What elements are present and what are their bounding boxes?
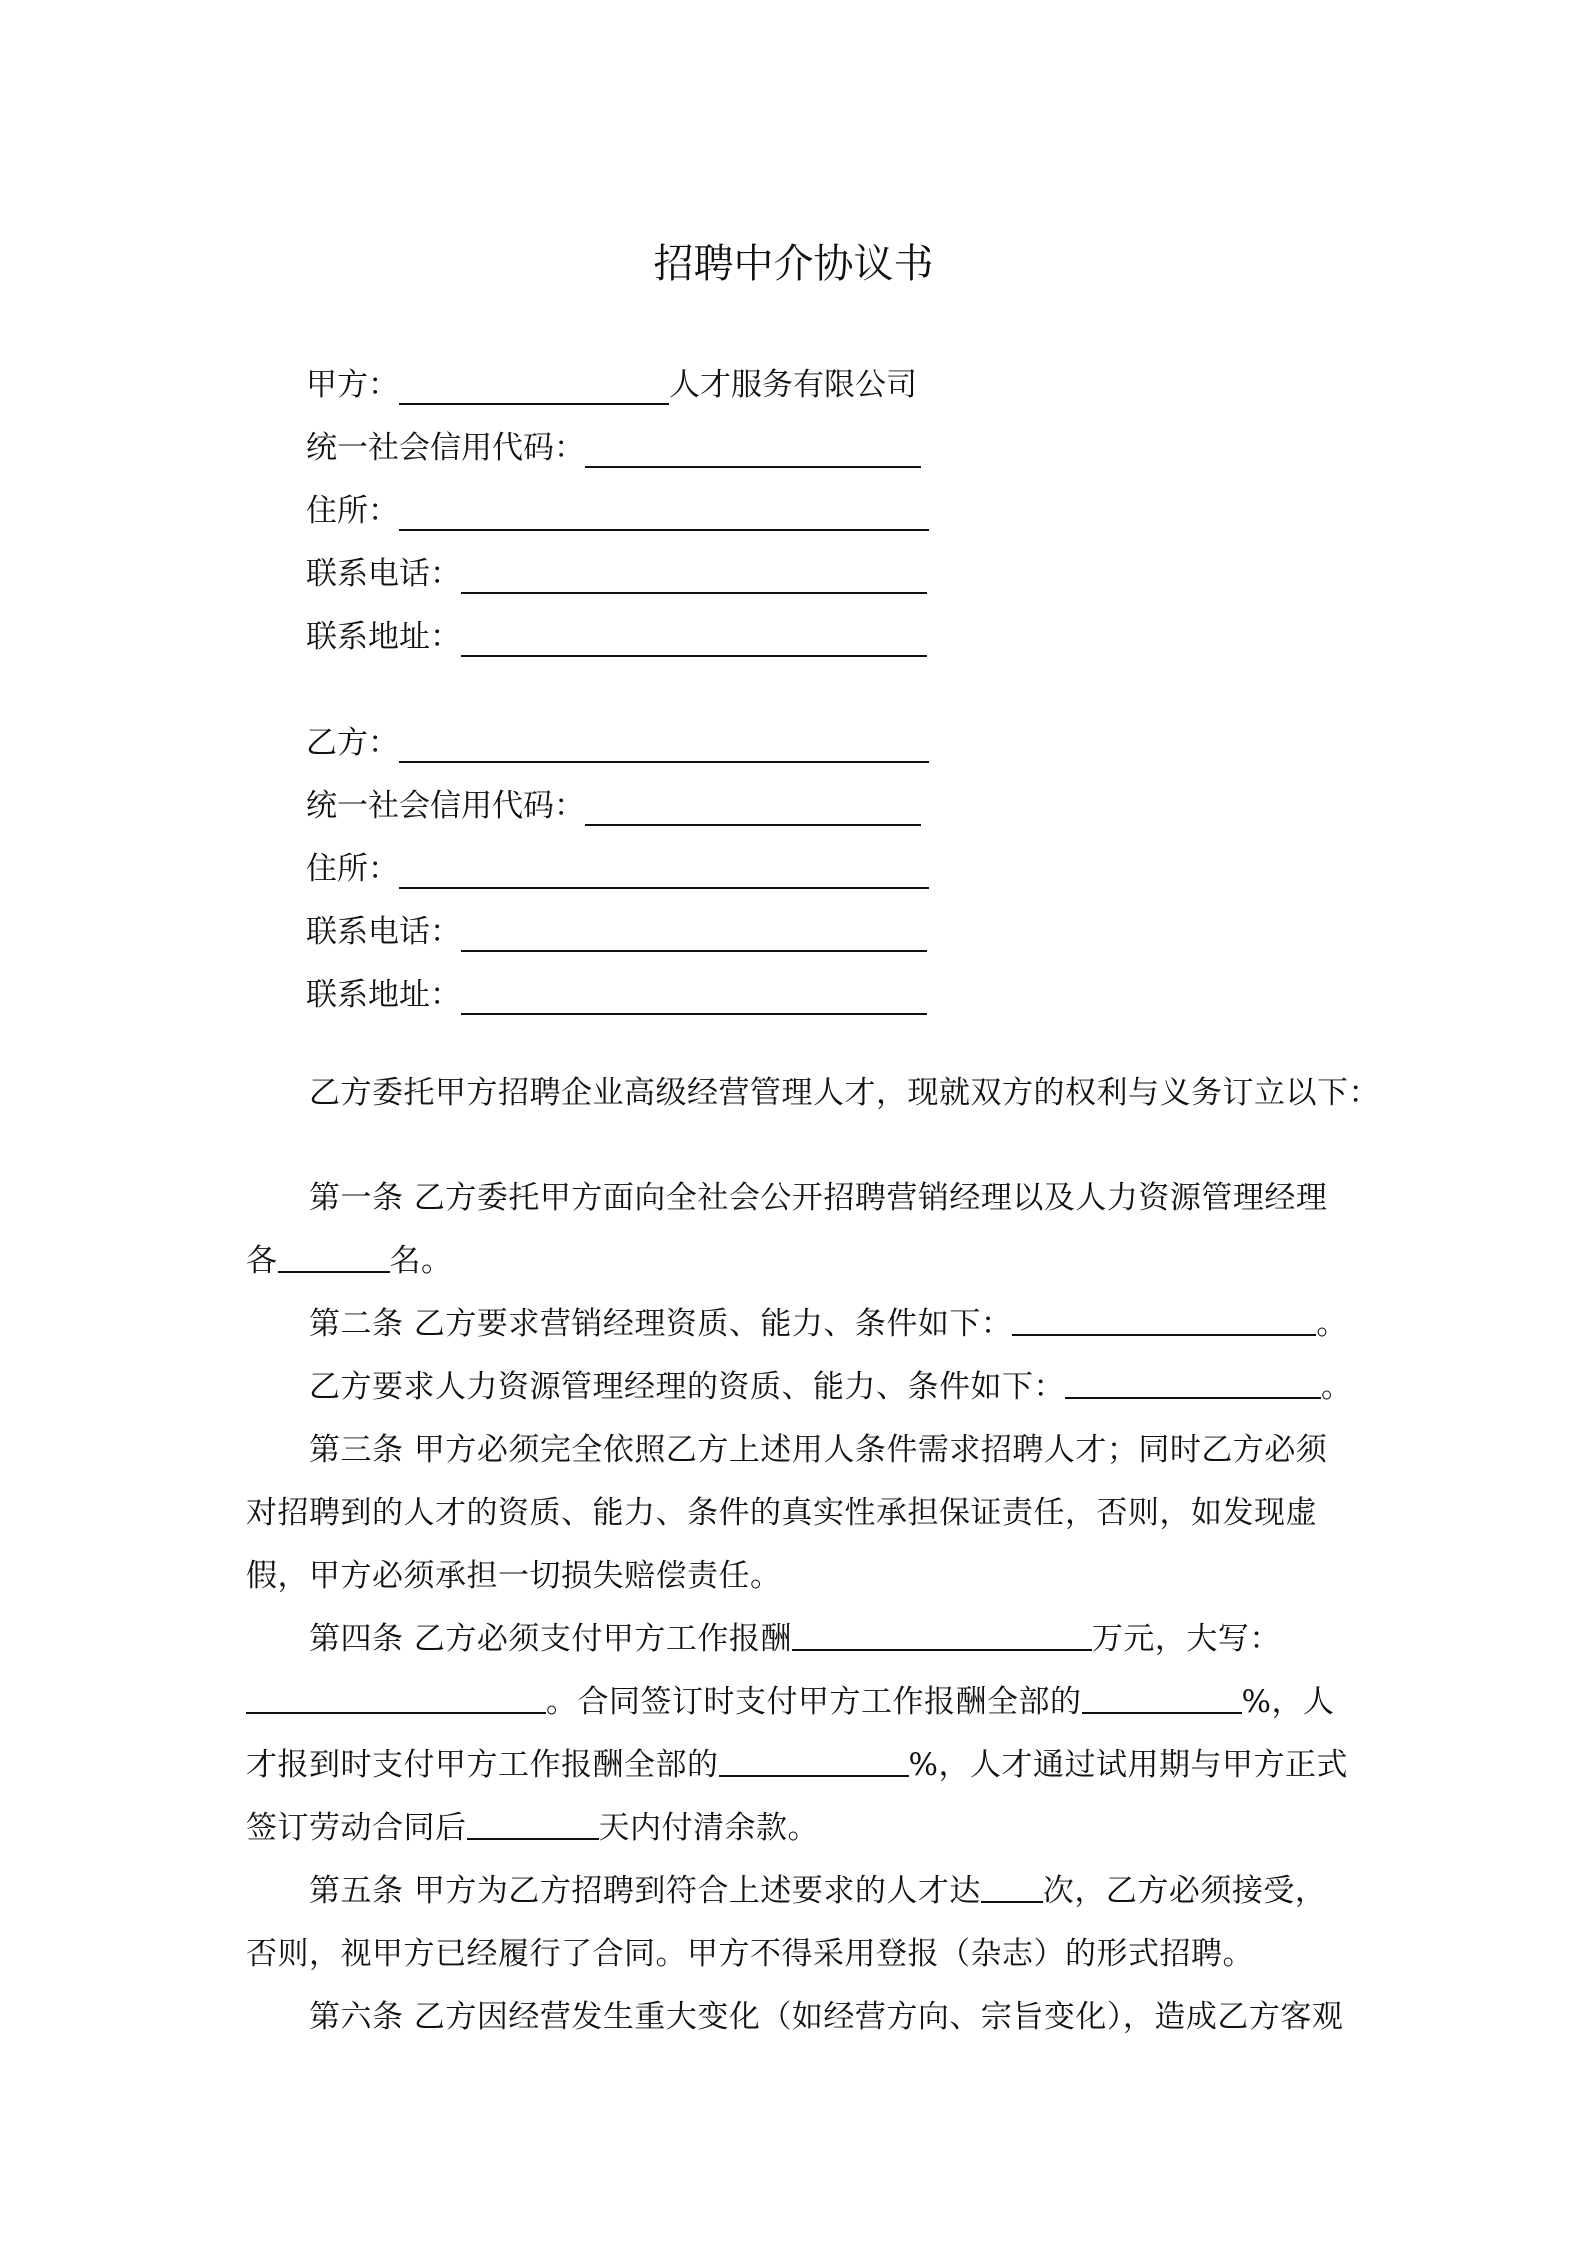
- article-4-text-4: %，人才报到时支付甲方工作报酬全部的: [246, 1684, 1335, 1783]
- article-1-text-c: 名。: [389, 1243, 453, 1279]
- article-2-sales-blank[interactable]: [1012, 1302, 1316, 1336]
- article-5: [246, 1860, 1350, 1986]
- party-b-contact-address-field: [306, 965, 927, 1015]
- article-4-text-3: 。合同签订时支付甲方工作报酬全部的: [546, 1684, 1082, 1720]
- party-a-credit-code-label: 统一社会信用代码：: [306, 430, 585, 466]
- party-b-credit-code-blank[interactable]: [585, 786, 921, 826]
- party-b-address-blank[interactable]: [399, 849, 929, 889]
- article-5-text-2: 次，乙方必须接受，否则，视甲方已经履行了合同。甲方不得采用登报（杂志）的形式招聘。: [246, 1873, 1327, 1972]
- intro-paragraph: [246, 1062, 1380, 1125]
- party-a-name-label: 甲方：: [306, 367, 399, 403]
- party-b-phone-field: [306, 902, 927, 952]
- party-b-contact-address-blank[interactable]: [461, 975, 927, 1015]
- article-6: [246, 1986, 1350, 2049]
- article-1-count-blank[interactable]: [278, 1239, 390, 1273]
- article-2-end-2: 。: [1321, 1369, 1353, 1405]
- article-2-line-2: [246, 1356, 1353, 1419]
- article-2-hr-blank[interactable]: [1065, 1365, 1321, 1399]
- article-1-text-b: 各: [246, 1243, 278, 1279]
- article-4-text-5: %，人才通过试用期与甲方正式签订劳动合同后: [246, 1747, 1348, 1846]
- party-b-address-field: [306, 839, 929, 889]
- party-a-credit-code-field: [306, 418, 921, 468]
- article-2-end-1: 。: [1316, 1306, 1348, 1342]
- party-b-credit-code-label: 统一社会信用代码：: [306, 788, 585, 824]
- article-4-days-blank[interactable]: [467, 1806, 599, 1840]
- party-a-credit-code-blank[interactable]: [585, 428, 921, 468]
- party-b-address-label: 住所：: [306, 851, 399, 887]
- article-3: [246, 1419, 1350, 1608]
- party-a-phone-blank[interactable]: [461, 554, 927, 594]
- article-4-second-percent-blank[interactable]: [719, 1743, 909, 1777]
- party-b-phone-blank[interactable]: [461, 912, 927, 952]
- party-a-name-field: [306, 355, 917, 405]
- article-2-text-1: 第二条 乙方要求营销经理资质、能力、条件如下：: [309, 1306, 1013, 1342]
- article-4: [246, 1608, 1350, 1860]
- party-a-address-field: [306, 481, 929, 531]
- document-title: 招聘中介协议书: [653, 241, 934, 287]
- article-4-amount-words-blank[interactable]: [246, 1680, 546, 1714]
- party-a-name-suffix: 人才服务有限公司: [669, 367, 917, 403]
- party-b-phone-label: 联系电话：: [306, 914, 461, 950]
- party-a-name-blank[interactable]: [399, 365, 669, 405]
- party-a-contact-address-label: 联系地址：: [306, 619, 461, 655]
- article-1: [246, 1167, 1350, 1293]
- intro-text: 乙方委托甲方招聘企业高级经营管理人才，现就双方的权利与义务订立以下：: [309, 1075, 1380, 1111]
- article-4-text-1: 第四条 乙方必须支付甲方工作报酬: [309, 1621, 792, 1657]
- article-2-text-2: 乙方要求人力资源管理经理的资质、能力、条件如下：: [309, 1369, 1065, 1405]
- article-4-amount-blank[interactable]: [792, 1617, 1092, 1651]
- article-1-text: 第一条 乙方委托甲方面向全社会公开招聘营销经理以及人力资源管理经理: [309, 1180, 1328, 1216]
- party-b-name-blank[interactable]: [399, 723, 929, 763]
- article-4-text-6: 天内付清余款。: [598, 1810, 819, 1846]
- article-5-times-blank[interactable]: [981, 1869, 1043, 1903]
- article-4-text-2: 万元，大写：: [1091, 1621, 1281, 1657]
- party-b-contact-address-label: 联系地址：: [306, 977, 461, 1013]
- article-5-text-1: 第五条 甲方为乙方招聘到符合上述要求的人才达: [309, 1873, 981, 1909]
- party-a-address-blank[interactable]: [399, 491, 929, 531]
- article-3-text: 第三条 甲方必须完全依照乙方上述用人条件需求招聘人才；同时乙方必须对招聘到的人才的资质、能力、条件的真实性承担保证责任，否则，如发现虚假，甲方必须承担一切损失赔偿责任。: [246, 1432, 1328, 1594]
- party-b-name-label: 乙方：: [306, 725, 399, 761]
- party-a-phone-label: 联系电话：: [306, 556, 461, 592]
- party-b-name-field: [306, 713, 929, 763]
- article-2-line-1: [246, 1293, 1350, 1356]
- article-4-first-percent-blank[interactable]: [1082, 1680, 1242, 1714]
- party-a-address-label: 住所：: [306, 493, 399, 529]
- party-b-credit-code-field: [306, 776, 921, 826]
- party-a-contact-address-blank[interactable]: [461, 617, 927, 657]
- article-6-text: 第六条 乙方因经营发生重大变化（如经营方向、宗旨变化），造成乙方客观: [309, 1999, 1344, 2035]
- party-a-phone-field: [306, 544, 927, 594]
- party-a-contact-address-field: [306, 607, 927, 657]
